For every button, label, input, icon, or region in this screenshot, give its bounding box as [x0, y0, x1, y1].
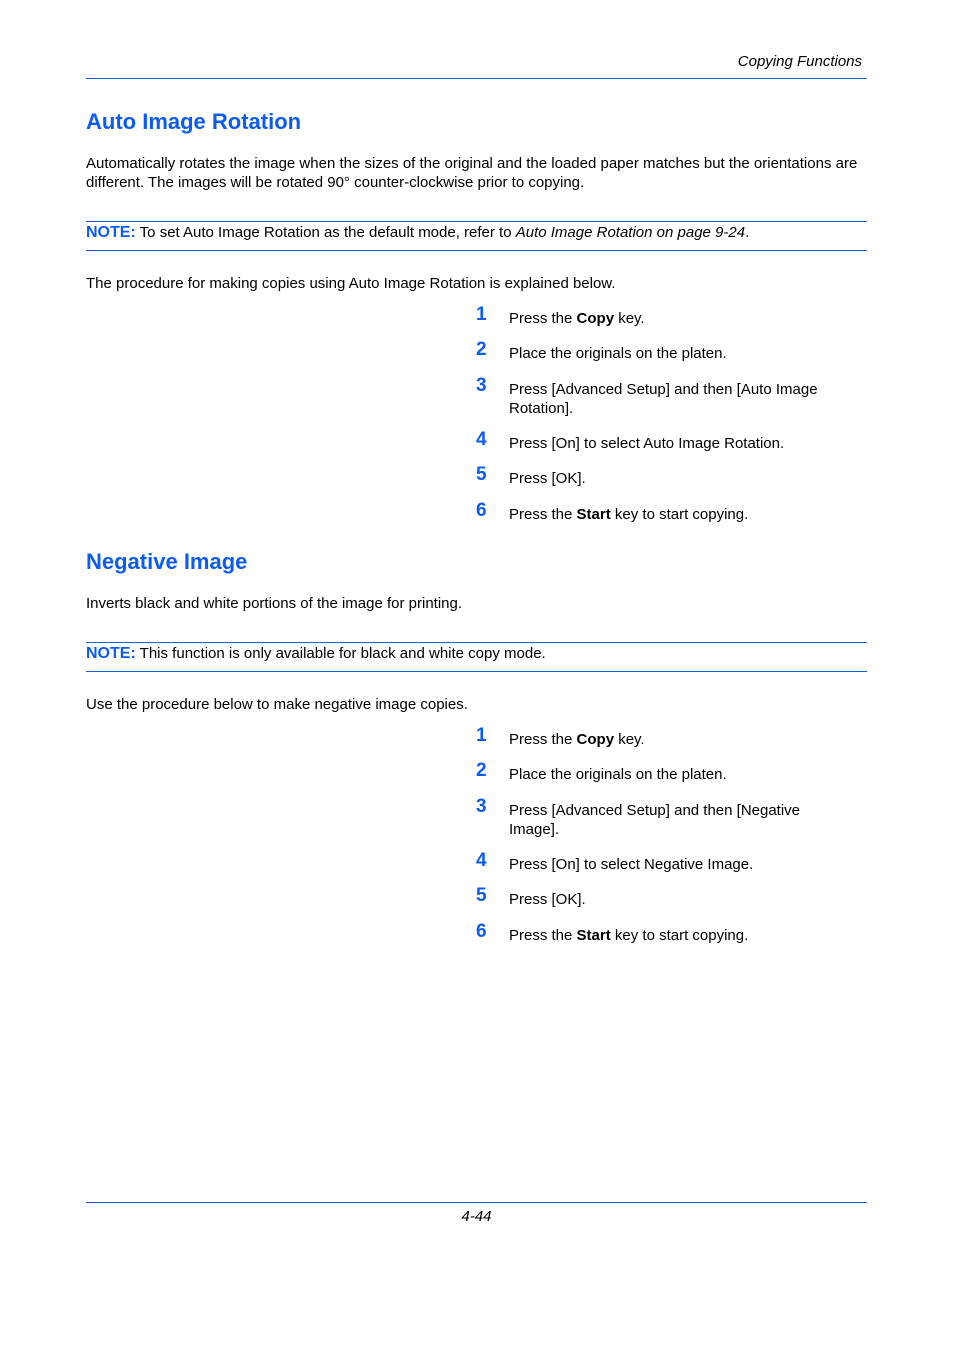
note-bottom-rule — [86, 250, 867, 251]
step-text: Press the Copy key. — [509, 310, 645, 327]
section-intro: Automatically rotates the image when the sizes of the original and the loaded paper matches but the orientations are different. The images will be rotated 90° counter-clockwise prior to copying. — [86, 155, 858, 191]
section-title-negative-image: Negative Image — [86, 549, 248, 574]
header-rule — [86, 78, 867, 79]
step-number: 4 — [476, 850, 487, 871]
step-number: 2 — [476, 339, 487, 360]
section-intro: Inverts black and white portions of the image for printing. — [86, 595, 463, 612]
note-tail: . — [745, 224, 750, 241]
step-number: 4 — [476, 429, 487, 450]
page-number: 4-44 — [461, 1208, 492, 1225]
note-text: To set Auto Image Rotation as the default mode, refer to — [135, 224, 516, 241]
procedure-intro: Use the procedure below to make negative image copies. — [86, 696, 468, 713]
step-text: Press [OK]. — [509, 470, 586, 487]
note-label: NOTE: — [86, 224, 136, 241]
running-header: Copying Functions — [737, 53, 862, 70]
note-label: NOTE: — [86, 645, 136, 662]
step-number: 3 — [476, 796, 487, 817]
step-text: Press [Advanced Setup] and then [Negative Image]. — [509, 802, 801, 838]
procedure-intro: The procedure for making copies using Auto Image Rotation is explained below. — [86, 275, 616, 292]
footer-rule — [86, 1202, 867, 1203]
note-text: This function is only available for black and white copy mode. — [135, 645, 546, 662]
step-number: 6 — [476, 500, 487, 521]
note-top-rule — [86, 221, 867, 222]
step-number: 6 — [476, 921, 487, 942]
step-text: Press [On] to select Auto Image Rotation. — [509, 435, 785, 452]
step-number: 3 — [476, 375, 487, 396]
note-box — [86, 645, 867, 663]
note-bottom-rule — [86, 671, 867, 672]
note-top-rule — [86, 642, 867, 643]
step-text: Press [On] to select Negative Image. — [509, 856, 754, 873]
note-box — [86, 224, 867, 242]
step-number: 5 — [476, 464, 487, 485]
step-text: Place the originals on the platen. — [509, 766, 727, 783]
step-number: 1 — [476, 725, 487, 746]
step-text: Press [OK]. — [509, 891, 586, 908]
step-text: Press the Start key to start copying. — [509, 927, 749, 944]
step-text: Press [Advanced Setup] and then [Auto Image Rotation]. — [509, 381, 818, 417]
note-reference-link[interactable]: Auto Image Rotation on page 9-24 — [515, 224, 746, 241]
step-text: Place the originals on the platen. — [509, 345, 727, 362]
step-text: Press the Copy key. — [509, 731, 645, 748]
section-title-auto-image-rotation: Auto Image Rotation — [86, 109, 302, 134]
step-number: 2 — [476, 760, 487, 781]
step-number: 5 — [476, 885, 487, 906]
step-text: Press the Start key to start copying. — [509, 506, 749, 523]
step-number: 1 — [476, 304, 487, 325]
